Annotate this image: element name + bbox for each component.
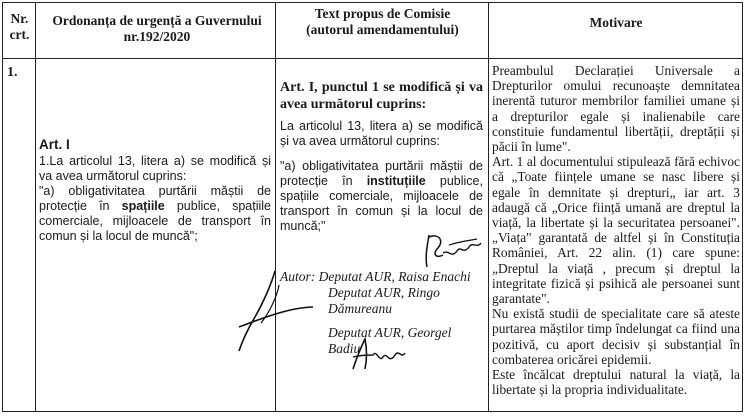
column-divider — [35, 3, 36, 411]
header-nr-crt: Nr. crt. — [9, 11, 30, 42]
ordinance-text — [39, 137, 271, 244]
header-ordinance: Ordonanța de urgență a Guvernului nr.192/2020 — [52, 13, 262, 44]
signature-badiu — [347, 335, 407, 375]
motivation-paragraph: Nu există studii de specialitate care să ateste purtarea măștilor timp îndelungat ca fiind una pozitivă, cu aport decisiv și substanțial în combaterea oricărei epidemii. — [492, 306, 740, 367]
proposal-intro: La articolul 13, litera a) se modifică și va avea următorul cuprins: — [280, 119, 483, 148]
row-number: 1. — [7, 65, 18, 80]
proposal-heading: Art. I, punctul 1 se modifică și va avea următorul cuprins: — [280, 80, 483, 112]
author-line: Deputat AUR, Ringo Dămureanu — [328, 285, 440, 316]
author-line: Autor: Deputat AUR, Raisa Enachi — [280, 269, 471, 284]
motivation-paragraph: Preambulul Declarației Universale a Drepturilor omului recunoaște demnitatea inerentă tuturor membrilor familiei umane și a drepturilor egale și inalienabile care constituie fundamentul libertății, dreptății și păcii în lume". — [492, 63, 740, 155]
motivation-paragraph: Este încălcat dreptului natural la viață, la libertate și la propria individualitate. — [492, 367, 740, 398]
author-line: Deputat AUR, Georgel Badiu — [328, 325, 452, 356]
signature-dmureanu — [235, 265, 317, 357]
proposal-text — [280, 79, 483, 234]
signature-enachi — [421, 229, 485, 273]
header-proposal: Text propus de Comisie (autorul amendamentului) — [306, 6, 459, 37]
header-divider — [3, 58, 742, 59]
motivation-text — [492, 63, 740, 397]
proposal-quote: "a) obligativitatea purtării măștii de protecție în instituțiile publice, spațiile comerciale, mijloacele de transport în comun și la locul de muncă;" — [280, 159, 483, 233]
ordinance-intro: 1.La articolul 13, litera a) se modifică și va avea următorul cuprins: — [39, 154, 271, 183]
amendment-table — [2, 2, 743, 412]
motivation-paragraph: Art. 1 al documentului stipulează fără echivoc că „Toate ființele umane se nasc libere și egale în demnitate și drepturi„ iar art. 3 adaugă că „Orice ființă umană are dreptul la viață, la libertate și la securitatea persoanei". „Viața" garantată de altfel și în Constituția României, Art. 22 alin. (1) care spune: „Dreptul la viață , precum și dreptul la integritate fizică și psihică ale persoanei sunt garantate". — [492, 154, 740, 307]
ordinance-quote: "a) obligativitatea purtării măștii de protecție în spațiile publice, spațiile comerciale, mijloacele de transport în comun și la locul de muncă"; — [39, 184, 271, 243]
column-divider — [488, 3, 489, 411]
header-motivation: Motivare — [589, 15, 643, 30]
ordinance-heading: Art. I — [39, 137, 70, 152]
